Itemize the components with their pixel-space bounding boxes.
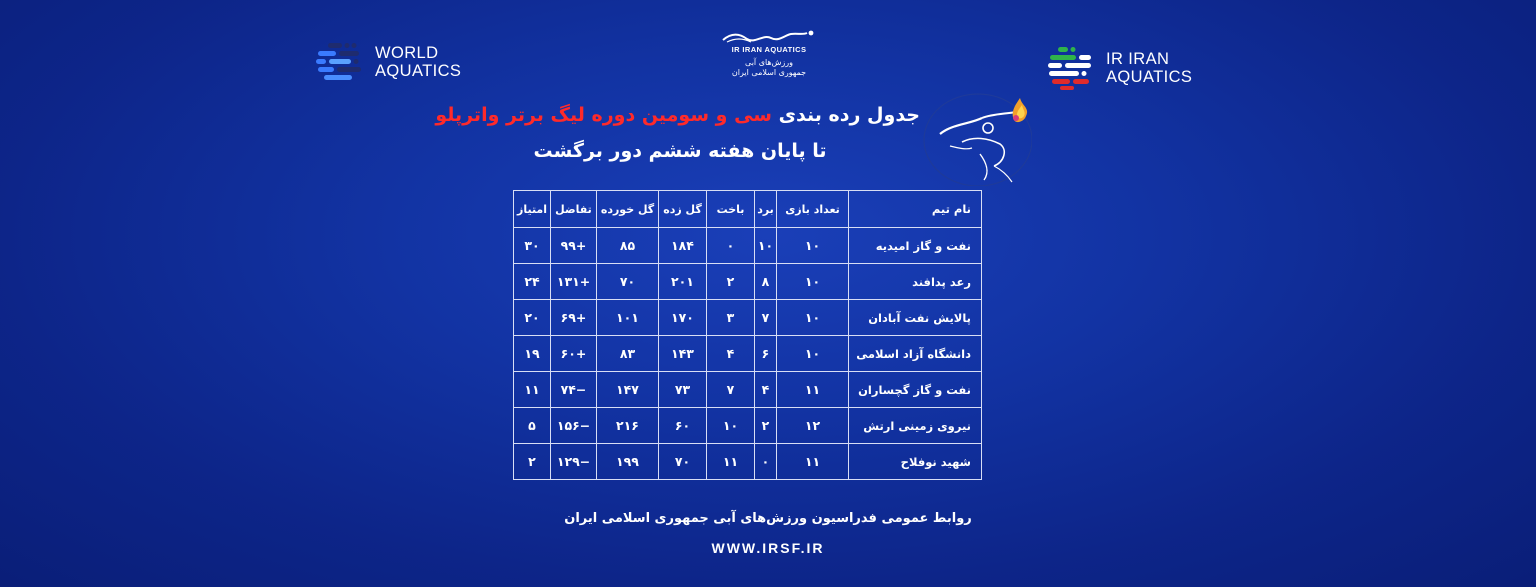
title-subtitle: تا پایان هفته ششم دور برگشت <box>533 140 827 162</box>
header-team: نام تیم <box>849 191 982 228</box>
won-cell: ۱۰ <box>755 228 777 264</box>
irsf-logo <box>712 30 826 86</box>
table-header-row <box>514 191 982 228</box>
title-line1 <box>435 100 920 130</box>
title-prefix: جدول رده بندی <box>778 104 920 126</box>
header-goals-against: گل خورده <box>597 191 659 228</box>
played-cell: ۱۲ <box>777 408 849 444</box>
team-name: رعد پدافند <box>849 264 982 300</box>
world-aquatics-line1: WORLD <box>375 44 439 62</box>
footer-website: WWW.IRSF.IR <box>711 540 825 556</box>
table-row <box>514 408 982 444</box>
lost-cell: ۴ <box>707 336 755 372</box>
lost-cell: ۳ <box>707 300 755 336</box>
played-cell: ۱۰ <box>777 264 849 300</box>
goal-difference-cell: −۱۲۹ <box>551 444 597 480</box>
played-cell: ۱۰ <box>777 300 849 336</box>
team-name: پالایش نفت آبادان <box>849 300 982 336</box>
water-polo-torch-icon <box>922 84 1032 186</box>
irsf-persian-line1: ورزش‌های آبی <box>745 58 793 67</box>
lost-cell: ۱۱ <box>707 444 755 480</box>
header-won: برد <box>755 191 777 228</box>
goals-for-cell: ۱۴۳ <box>659 336 707 372</box>
won-cell: ۸ <box>755 264 777 300</box>
world-aquatics-logo-icon <box>314 42 366 82</box>
header-goals-for: گل زده <box>659 191 707 228</box>
header-lost: باخت <box>707 191 755 228</box>
goal-difference-cell: +۶۹ <box>551 300 597 336</box>
points-cell: ۲ <box>514 444 551 480</box>
goals-against-cell: ۱۴۷ <box>597 372 659 408</box>
footer-credit: روابط عمومی فدراسیون ورزش‌های آبی جمهوری اسلامی ایران <box>564 511 972 526</box>
points-cell: ۳۰ <box>514 228 551 264</box>
table-row <box>514 336 982 372</box>
won-cell: ۶ <box>755 336 777 372</box>
played-cell: ۱۱ <box>777 372 849 408</box>
header-points: امتیاز <box>514 191 551 228</box>
page-title <box>435 100 920 166</box>
goal-difference-cell: −۱۵۶ <box>551 408 597 444</box>
world-aquatics-logo <box>314 40 504 86</box>
goals-for-cell: ۱۷۰ <box>659 300 707 336</box>
points-cell: ۵ <box>514 408 551 444</box>
played-cell: ۱۰ <box>777 228 849 264</box>
irsf-persian-line2: جمهوری اسلامی ایران <box>731 68 807 77</box>
header-goal-difference: تفاضل <box>551 191 597 228</box>
lost-cell: ۱۰ <box>707 408 755 444</box>
points-cell: ۱۹ <box>514 336 551 372</box>
goals-for-cell: ۶۰ <box>659 408 707 444</box>
goal-difference-cell: +۱۳۱ <box>551 264 597 300</box>
points-cell: ۲۴ <box>514 264 551 300</box>
ir-iran-line2: AQUATICS <box>1106 68 1193 86</box>
team-name: دانشگاه آزاد اسلامی <box>849 336 982 372</box>
lost-cell: ۰ <box>707 228 755 264</box>
points-cell: ۱۱ <box>514 372 551 408</box>
ir-iran-line1: IR IRAN <box>1106 50 1170 68</box>
won-cell: ۷ <box>755 300 777 336</box>
lost-cell: ۲ <box>707 264 755 300</box>
ir-iran-aquatics-logo <box>1046 46 1226 92</box>
table-row <box>514 444 982 480</box>
played-cell: ۱۱ <box>777 444 849 480</box>
goal-difference-cell: +۶۰ <box>551 336 597 372</box>
goal-difference-cell: +۹۹ <box>551 228 597 264</box>
ir-iran-flag-logo-icon <box>1046 46 1096 90</box>
goals-for-cell: ۲۰۱ <box>659 264 707 300</box>
irsf-wave-logo-icon <box>721 30 817 44</box>
goals-against-cell: ۷۰ <box>597 264 659 300</box>
table-row <box>514 228 982 264</box>
goal-difference-cell: −۷۴ <box>551 372 597 408</box>
won-cell: ۰ <box>755 444 777 480</box>
table-row <box>514 300 982 336</box>
goals-against-cell: ۸۵ <box>597 228 659 264</box>
goals-for-cell: ۷۳ <box>659 372 707 408</box>
world-aquatics-line2: AQUATICS <box>375 62 462 80</box>
ir-iran-wordmark <box>1106 50 1192 86</box>
team-name: نفت و گاز امیدیه <box>849 228 982 264</box>
won-cell: ۲ <box>755 408 777 444</box>
title-highlight: سی و سومین دوره لیگ برتر واترپلو <box>435 104 772 126</box>
lost-cell: ۷ <box>707 372 755 408</box>
goals-against-cell: ۱۰۱ <box>597 300 659 336</box>
played-cell: ۱۰ <box>777 336 849 372</box>
team-name: نیروی زمینی ارتش <box>849 408 982 444</box>
world-aquatics-wordmark <box>375 44 461 80</box>
table-row <box>514 372 982 408</box>
goals-against-cell: ۲۱۶ <box>597 408 659 444</box>
goals-against-cell: ۸۳ <box>597 336 659 372</box>
goals-for-cell: ۱۸۴ <box>659 228 707 264</box>
won-cell: ۴ <box>755 372 777 408</box>
team-name: شهید نوفلاح <box>849 444 982 480</box>
points-cell: ۲۰ <box>514 300 551 336</box>
goals-against-cell: ۱۹۹ <box>597 444 659 480</box>
team-name: نفت و گاز گچساران <box>849 372 982 408</box>
goals-for-cell: ۷۰ <box>659 444 707 480</box>
irsf-english-name: IR IRAN AQUATICS <box>731 45 807 54</box>
standings-table <box>513 190 982 480</box>
header-played: تعداد بازی <box>777 191 849 228</box>
table-row <box>514 264 982 300</box>
